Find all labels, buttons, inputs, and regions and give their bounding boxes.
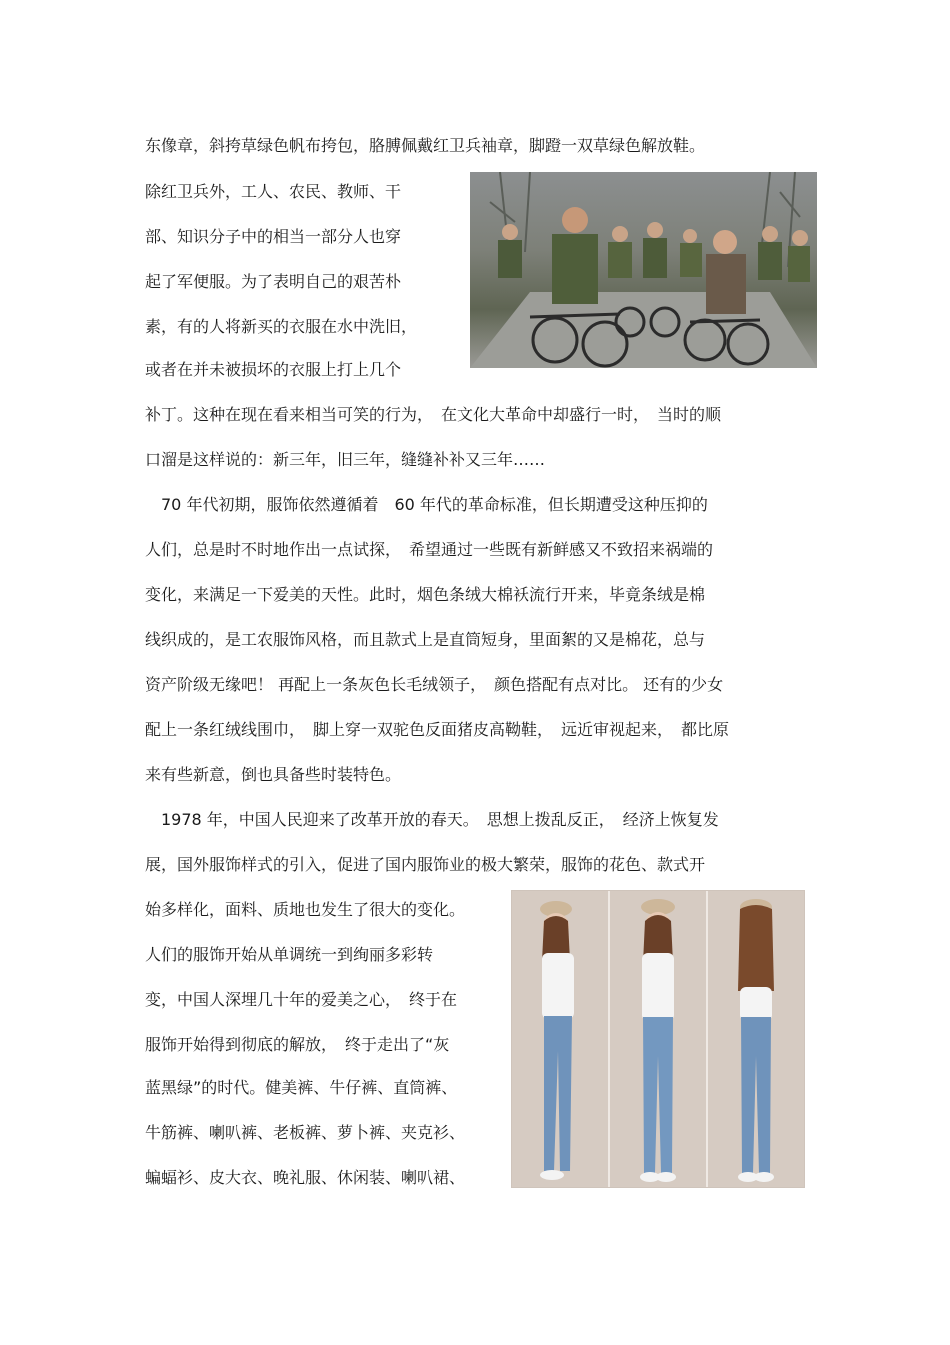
panel-divider — [706, 891, 708, 1187]
text-line: 配上一条红绒线围巾， 脚上穿一双驼色反面猪皮高靿鞋， 远近审视起来， 都比原 — [145, 720, 730, 739]
fashion-photo — [511, 890, 805, 1188]
text-line: 除红卫兵外，工人、农民、教师、干 — [145, 182, 402, 201]
text-line: 人们，总是时不时地作出一点试探， 希望通过一些既有新鲜感又不致招来祸端的 — [145, 540, 714, 559]
text-line: 蝙蝠衫、皮大衣、晚礼服、休闲装、喇叭裙、 — [145, 1168, 466, 1187]
text-line: 人们的服饰开始从单调统一到绚丽多彩转 — [145, 945, 434, 964]
text-line: 或者在并未被损坏的衣服上打上几个 — [145, 360, 402, 379]
text-line: 口溜是这样说的：新三年，旧三年，缝缝补补又三年…… — [145, 450, 546, 469]
text-line: 变化，来满足一下爱美的天性。此时，烟色条绒大棉袄流行开来，毕竟条绒是棉 — [145, 585, 706, 604]
text-line: 东像章，斜挎草绿色帆布挎包，胳膊佩戴红卫兵袖章，脚蹬一双草绿色解放鞋。 — [145, 136, 706, 155]
text-line: 服饰开始得到彻底的解放， 终于走出了“灰 — [145, 1035, 450, 1054]
text-line: 1978 年，中国人民迎来了改革开放的春天。 思想上拨乱反正， 经济上恢复发 — [145, 810, 719, 829]
text-line: 牛筋裤、喇叭裤、老板裤、萝卜裤、夹克衫、 — [145, 1123, 466, 1142]
text-line: 展，国外服饰样式的引入，促进了国内服饰业的极大繁荣，服饰的花色、款式开 — [145, 855, 706, 874]
cyclists-photo — [470, 172, 817, 368]
fashion-illustration — [512, 891, 805, 1188]
text-line: 素，有的人将新买的衣服在水中洗旧， — [145, 317, 418, 336]
text-line: 线织成的，是工农服饰风格，而且款式上是直筒短身，里面絮的又是棉花，总与 — [145, 630, 706, 649]
panel-divider — [608, 891, 610, 1187]
text-line: 蓝黑绿”的时代。健美裤、牛仔裤、直筒裤、 — [145, 1078, 458, 1097]
text-line: 起了军便服。为了表明自己的艰苦朴 — [145, 272, 402, 291]
text-line: 部、知识分子中的相当一部分人也穿 — [145, 227, 402, 246]
text-line: 变，中国人深埋几十年的爱美之心， 终于在 — [145, 990, 458, 1009]
text-line: 始多样化，面料、质地也发生了很大的变化。 — [145, 900, 466, 919]
text-line: 来有些新意，倒也具备些时装特色。 — [145, 765, 402, 784]
text-line: 70 年代初期，服饰依然遵循着 60 年代的革命标准，但长期遭受这种压抑的 — [145, 495, 708, 514]
text-line: 资产阶级无缘吧！ 再配上一条灰色长毛绒领子， 颜色搭配有点对比。 还有的少女 — [145, 675, 724, 694]
text-line: 补丁。这种在现在看来相当可笑的行为， 在文化大革命中却盛行一时， 当时的顺 — [145, 405, 722, 424]
cyclists-illustration — [470, 172, 817, 368]
